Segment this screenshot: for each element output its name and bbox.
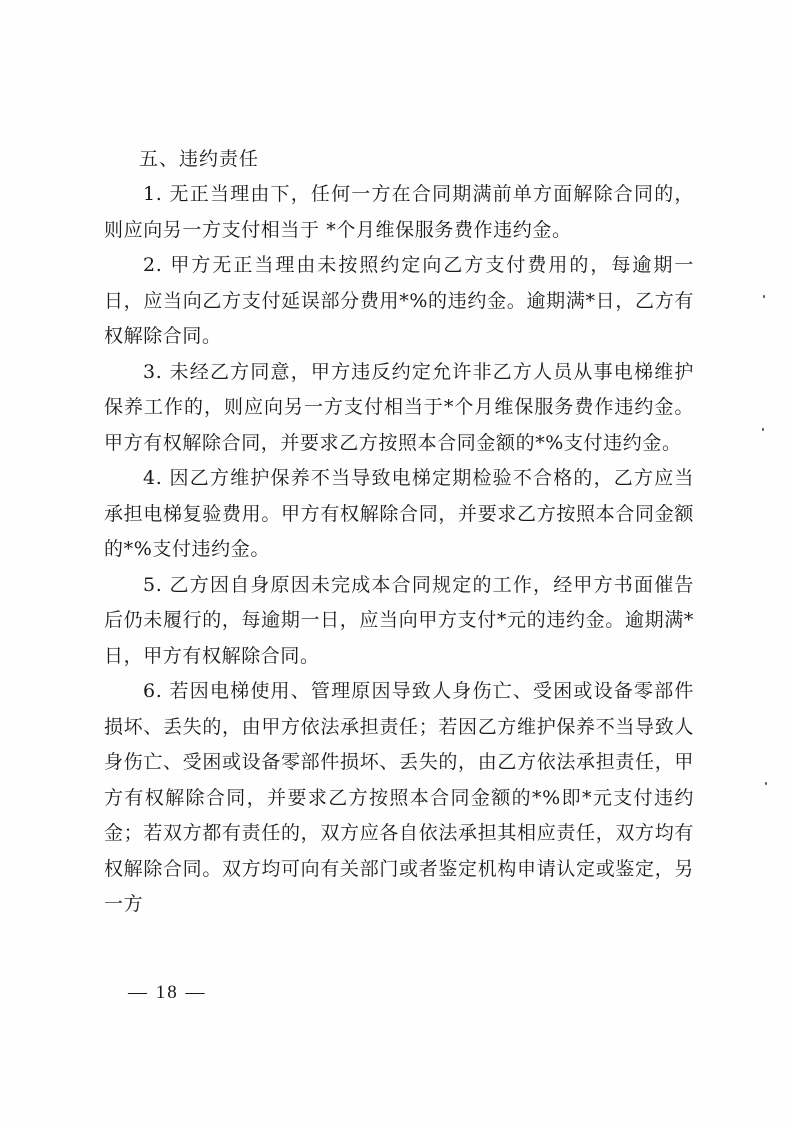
clause-5: 5. 乙方因自身原因未完成本合同规定的工作，经甲方书面催告后仍未履行的，每逾期一日，应当向甲方支付*元的违约金。逾期满*日，甲方有权解除合同。 bbox=[104, 573, 694, 667]
scan-speck bbox=[763, 295, 765, 298]
page-number: — 18 — bbox=[128, 982, 207, 1003]
clause-6: 6. 若因电梯使用、管理原因导致人身伤亡、受困或设备零部件损坏、丢失的，由甲方依法承担责任；若因乙方维护保养不当导致人身伤亡、受困或设备零部件损坏、丢失的，由乙方依法承担责任，甲方有权解除合同，并要求乙方按照本合同金额的*%即*元支付违约金；若双方都有责任的，双方应各自依法承担其相应责任，双方均有权解除合同。双方均可向有关部门或者鉴定机构申请认定或鉴定，另一方 bbox=[104, 680, 694, 915]
clause-4: 4. 因乙方维护保养不当导致电梯定期检验不合格的，乙方应当承担电梯复验费用。甲方有权解除合同，并要求乙方按照本合同金额的*%支付违约金。 bbox=[104, 467, 694, 560]
section-heading: 五、违约责任 bbox=[139, 148, 260, 170]
clause-2: 2. 甲方无正当理由未按照约定向乙方支付费用的，每逾期一日，应当向乙方支付延误部分费用*%的违约金。逾期满*日，乙方有权解除合同。 bbox=[104, 254, 694, 347]
scan-speck bbox=[762, 428, 764, 431]
document-body bbox=[104, 142, 694, 923]
clause-3: 3. 未经乙方同意，甲方违反约定允许非乙方人员从事电梯维护保养工作的，则应向另一方支付相当于*个月维保服务费作违约金。甲方有权解除合同，并要求乙方按照本合同金额的*%支付违约金。 bbox=[104, 360, 694, 454]
clause-1: 1. 无正当理由下，任何一方在合同期满前单方面解除合同的，则应向另一方支付相当于 *个月维保服务费作违约金。 bbox=[104, 183, 694, 241]
scan-speck bbox=[765, 782, 767, 785]
